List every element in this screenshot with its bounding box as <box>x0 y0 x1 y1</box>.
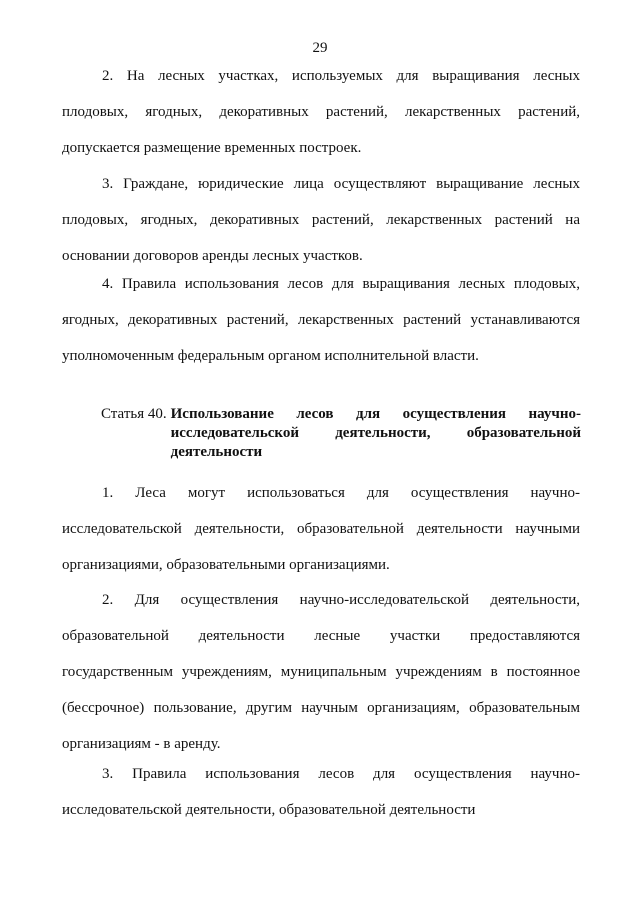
article-title: Использование лесов для осуществления научно-исследовательской деятельности, образовательной деятельности <box>170 406 581 460</box>
page-number: 29 <box>312 40 328 56</box>
paragraph-4: 4. Правила использования лесов для выращивания лесных плодовых, ягодных, декоративных растений, лекарственных растений устанавливаются уполномоченным федеральным органом исполнительной власти. <box>62 276 580 364</box>
article-heading <box>101 405 581 462</box>
paragraph-2: 2. На лесных участках, используемых для выращивания лесных плодовых, ягодных, декоративных растений, лекарственных растений, допускается размещение временных построек. <box>62 68 580 156</box>
paragraph-3: 3. Граждане, юридические лица осуществляют выращивание лесных плодовых, ягодных, декоративных растений, лекарственных растений на основании договоров аренды лесных участков. <box>62 176 580 264</box>
article-paragraph-1: 1. Леса могут использоваться для осуществления научно-исследовательской деятельности, образовательной деятельности научными организациями, образовательными организациями. <box>62 485 580 573</box>
article-paragraph-2: 2. Для осуществления научно-исследовательской деятельности, образовательной деятельности лесные участки предоставляются государственным учреждениям, муниципальным учреждениям в постоянное (бессрочное) пользование, другим научным организациям, образовательным организациям - в аренду. <box>62 592 580 752</box>
article-number: Статья 40. <box>101 406 167 422</box>
article-paragraph-3: 3. Правила использования лесов для осуществления научно-исследовательской деятельности, образовательной деятельности <box>62 766 580 818</box>
